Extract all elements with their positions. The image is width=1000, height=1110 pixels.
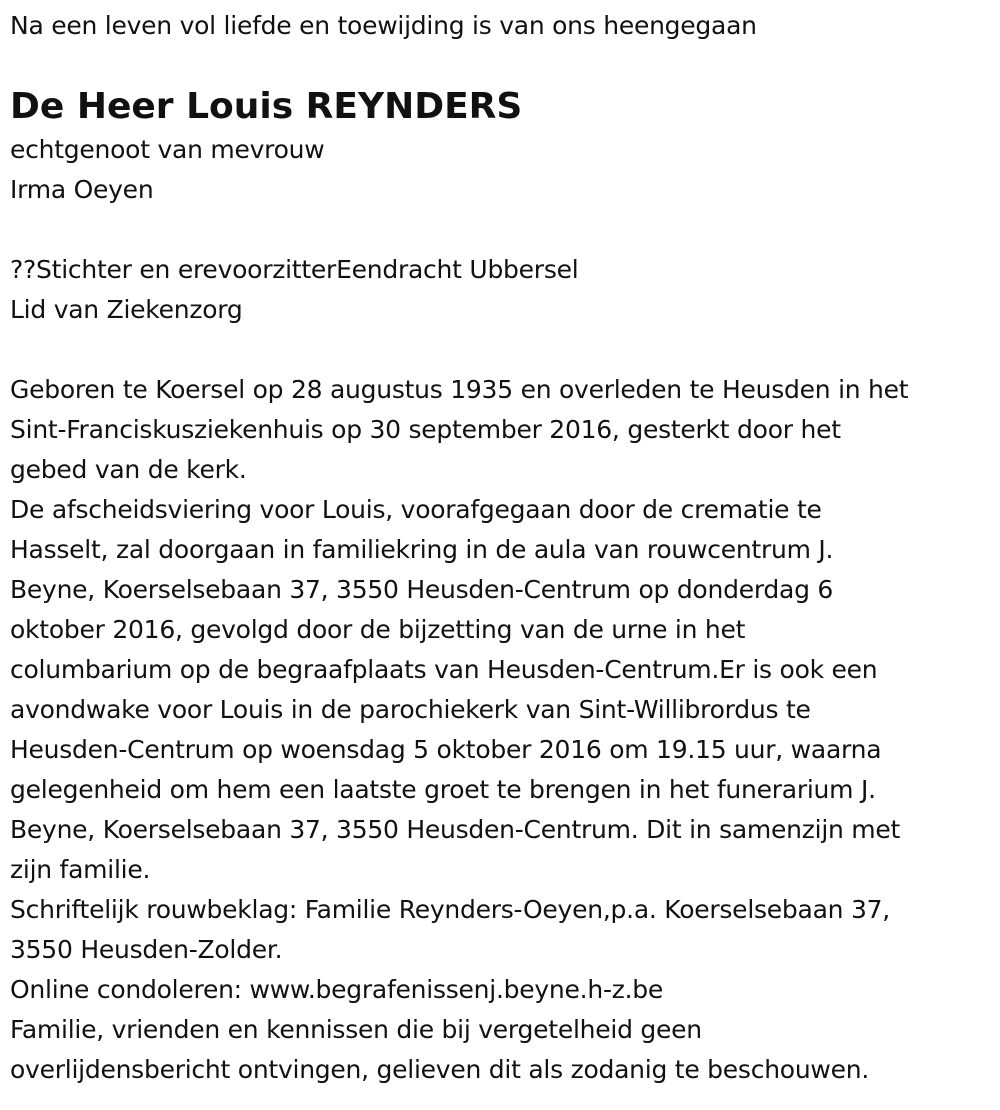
condolence-url-line: Online condoleren: www.begrafenissenj.beyne.h-z.be bbox=[10, 975, 664, 1004]
body-line: oktober 2016, gevolgd door de bijzetting van de urne in het bbox=[10, 615, 746, 644]
body-line: gebed van de kerk. bbox=[10, 455, 247, 484]
body-line: Geboren te Koersel op 28 augustus 1935 en overleden te Heusden in het bbox=[10, 375, 909, 404]
body-line: Schriftelijk rouwbeklag: Familie Reynders-Oeyen,p.a. Koerselsebaan 37, bbox=[10, 895, 890, 924]
spacer bbox=[10, 210, 1000, 250]
notice-body bbox=[10, 370, 985, 1090]
spacer bbox=[10, 330, 1000, 370]
body-line: columbarium op de begraafplaats van Heusden-Centrum.Er is ook een bbox=[10, 655, 878, 684]
spouse-line: echtgenoot van mevrouw bbox=[10, 135, 325, 164]
body-line: zijn familie. bbox=[10, 855, 151, 884]
spouse-block bbox=[10, 130, 1000, 210]
body-line: Beyne, Koerselsebaan 37, 3550 Heusden-Centrum op donderdag 6 bbox=[10, 575, 834, 604]
memberships-block bbox=[10, 250, 1000, 330]
body-line: 3550 Heusden-Zolder. bbox=[10, 935, 283, 964]
body-line: avondwake voor Louis in de parochiekerk van Sint-Willibrordus te bbox=[10, 695, 811, 724]
body-line: Heusden-Centrum op woensdag 5 oktober 2016 om 19.15 uur, waarna bbox=[10, 735, 882, 764]
intro-text: Na een leven vol liefde en toewijding is van ons heengegaan bbox=[10, 11, 757, 40]
deceased-name: De Heer Louis REYNDERS bbox=[10, 86, 523, 127]
body-line: Hasselt, zal doorgaan in familiekring in de aula van rouwcentrum J. bbox=[10, 535, 834, 564]
body-line: Beyne, Koerselsebaan 37, 3550 Heusden-Centrum. Dit in samenzijn met bbox=[10, 815, 901, 844]
membership-line: ??Stichter en erevoorzitterEendracht Ubbersel bbox=[10, 255, 579, 284]
body-line: Sint-Franciskusziekenhuis op 30 september 2016, gesterkt door het bbox=[10, 415, 841, 444]
body-line: overlijdensbericht ontvingen, gelieven dit als zodanig te beschouwen. bbox=[10, 1055, 870, 1084]
membership-line: Lid van Ziekenzorg bbox=[10, 295, 243, 324]
spouse-line: Irma Oeyen bbox=[10, 175, 154, 204]
body-line: gelegenheid om hem een laatste groet te brengen in het funerarium J. bbox=[10, 775, 876, 804]
body-line: De afscheidsviering voor Louis, voorafgegaan door de crematie te bbox=[10, 495, 822, 524]
body-line: Familie, vrienden en kennissen die bij vergetelheid geen bbox=[10, 1015, 702, 1044]
